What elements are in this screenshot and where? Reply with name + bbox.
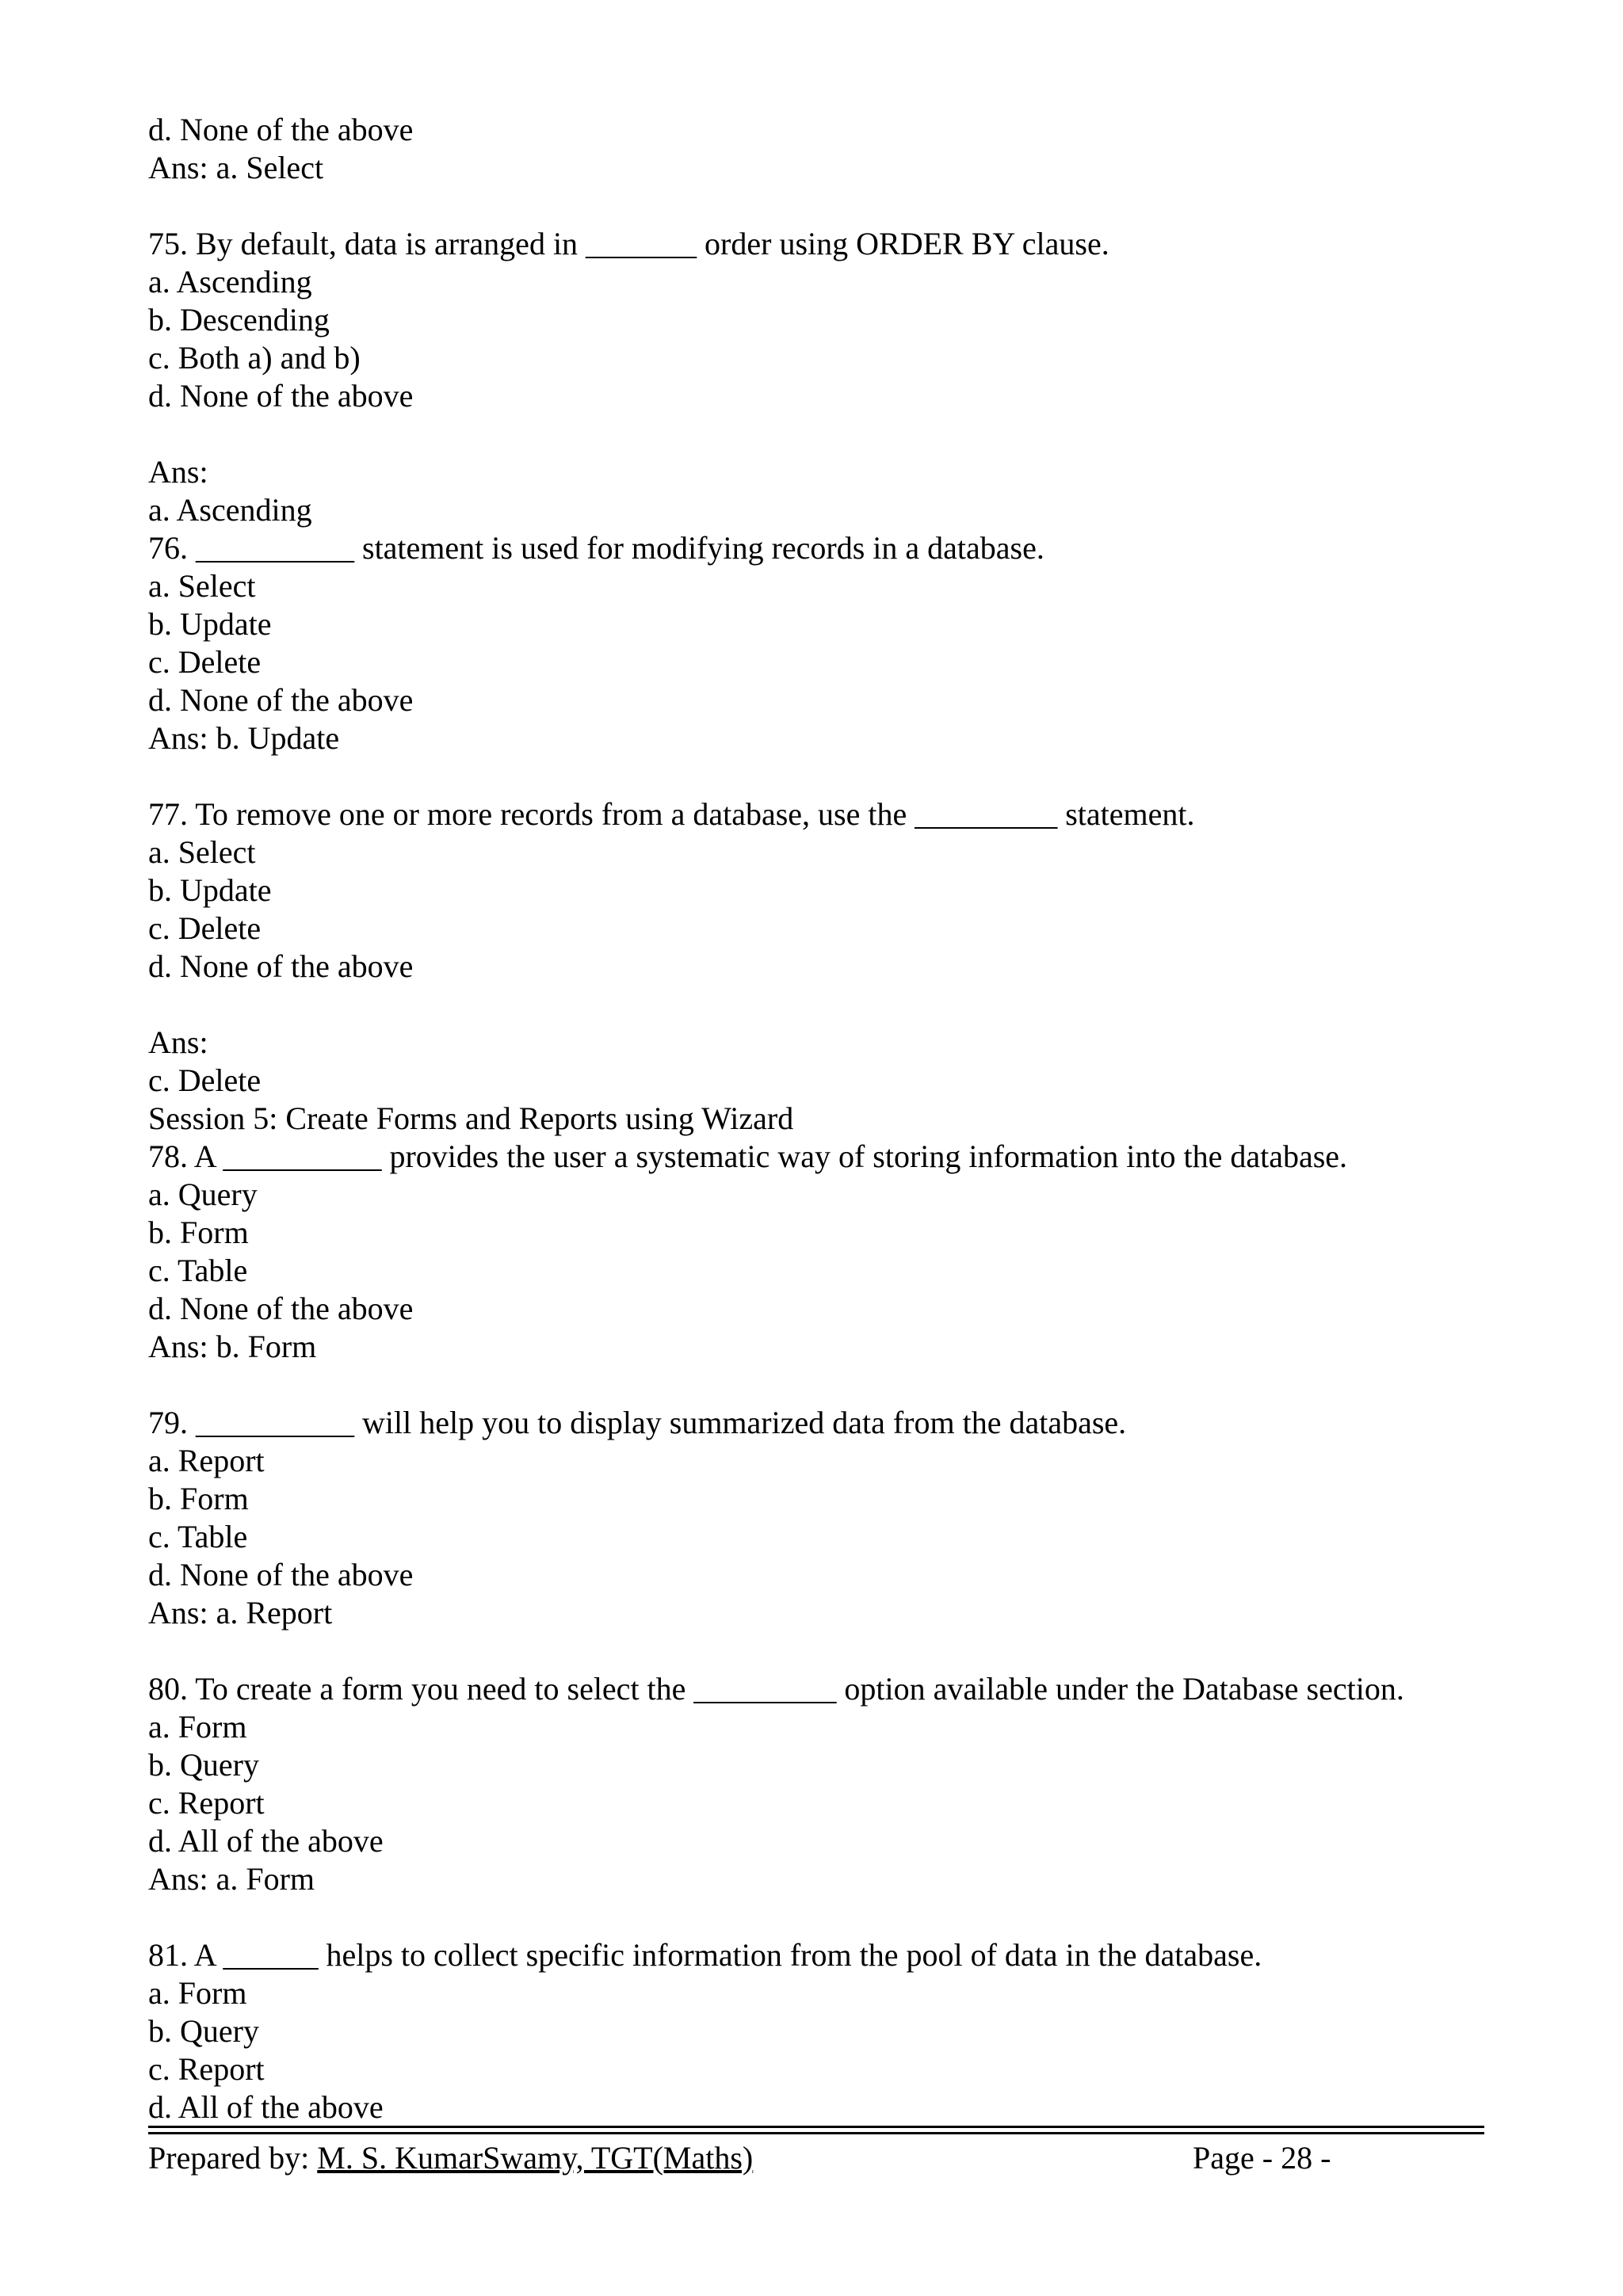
option-item: c. Table xyxy=(148,1519,248,1554)
option-item: c. Delete xyxy=(148,1062,262,1098)
option-item: a. Query xyxy=(148,1177,258,1212)
option-item: c. Both a) and b) xyxy=(148,340,361,376)
option-item: d. None of the above xyxy=(148,1291,414,1326)
option-item: b. Update xyxy=(148,872,272,908)
blank-line xyxy=(148,1898,1487,1936)
question-text: 76. __________ statement is used for modifying records in a database. xyxy=(148,530,1044,566)
question-text: 79. __________ will help you to display summarized data from the database. xyxy=(148,1405,1127,1440)
option-item: b. Form xyxy=(148,1215,249,1250)
blank-line xyxy=(148,1632,1487,1670)
option-item: b. Descending xyxy=(148,302,330,338)
question-text: 78. A __________ provides the user a systematic way of storing information into the database. xyxy=(148,1138,1348,1174)
answer-text: Ans: a. Select xyxy=(148,150,324,185)
blank-line xyxy=(148,1366,1487,1404)
document-body xyxy=(148,111,1487,2126)
option-item: a. Ascending xyxy=(148,264,312,299)
question-text: 75. By default, data is arranged in _______ order using ORDER BY clause. xyxy=(148,226,1109,261)
footer-rule-top xyxy=(148,2126,1484,2128)
option-item: b. Query xyxy=(148,2013,259,2049)
option-item: b. Form xyxy=(148,1481,249,1516)
option-item: a. Form xyxy=(148,1709,247,1745)
question-text: 81. A ______ helps to collect specific information from the pool of data in the database. xyxy=(148,1937,1262,1973)
option-item: d. All of the above xyxy=(148,1823,384,1859)
answer-text: Ans: xyxy=(148,1024,208,1060)
page-number: Page - 28 - xyxy=(1193,2140,1331,2176)
option-item: b. Update xyxy=(148,606,272,642)
footer-prepared-by xyxy=(148,2139,1337,2177)
answer-text: Ans: a. Report xyxy=(148,1595,333,1630)
footer-rule-bottom xyxy=(148,2132,1484,2134)
option-item: d. None of the above xyxy=(148,948,414,984)
option-item: c. Report xyxy=(148,1785,265,1821)
option-item: a. Ascending xyxy=(148,492,312,528)
author-name: M. S. KumarSwamy, TGT(Maths) xyxy=(317,2140,754,2176)
option-item: a. Form xyxy=(148,1975,247,2011)
option-item: d. None of the above xyxy=(148,112,414,147)
option-item: a. Select xyxy=(148,568,256,604)
blank-line xyxy=(148,187,1487,225)
option-item: c. Delete xyxy=(148,644,262,680)
blank-line xyxy=(148,415,1487,453)
answer-text: Ans: a. Form xyxy=(148,1861,315,1897)
answer-text: Ans: xyxy=(148,454,208,490)
blank-line xyxy=(148,986,1487,1024)
option-item: d. None of the above xyxy=(148,378,414,414)
prepared-label: Prepared by: xyxy=(148,2140,318,2176)
option-item: d. None of the above xyxy=(148,1557,414,1592)
option-item: c. Report xyxy=(148,2051,265,2087)
option-item: a. Select xyxy=(148,834,256,870)
option-item: d. None of the above xyxy=(148,682,414,718)
question-text: 80. To create a form you need to select the _________ option available under the Database section. xyxy=(148,1671,1404,1707)
answer-text: Ans: b. Update xyxy=(148,720,340,756)
section-heading: Session 5: Create Forms and Reports using Wizard xyxy=(148,1100,794,1136)
option-item: d. All of the above xyxy=(148,2089,384,2125)
option-item: a. Report xyxy=(148,1443,265,1478)
blank-line xyxy=(148,757,1487,795)
option-item: b. Query xyxy=(148,1747,259,1783)
option-item: c. Table xyxy=(148,1253,248,1288)
answer-text: Ans: b. Form xyxy=(148,1329,317,1364)
option-item: c. Delete xyxy=(148,910,262,946)
question-text: 77. To remove one or more records from a database, use the _________ statement. xyxy=(148,796,1195,832)
